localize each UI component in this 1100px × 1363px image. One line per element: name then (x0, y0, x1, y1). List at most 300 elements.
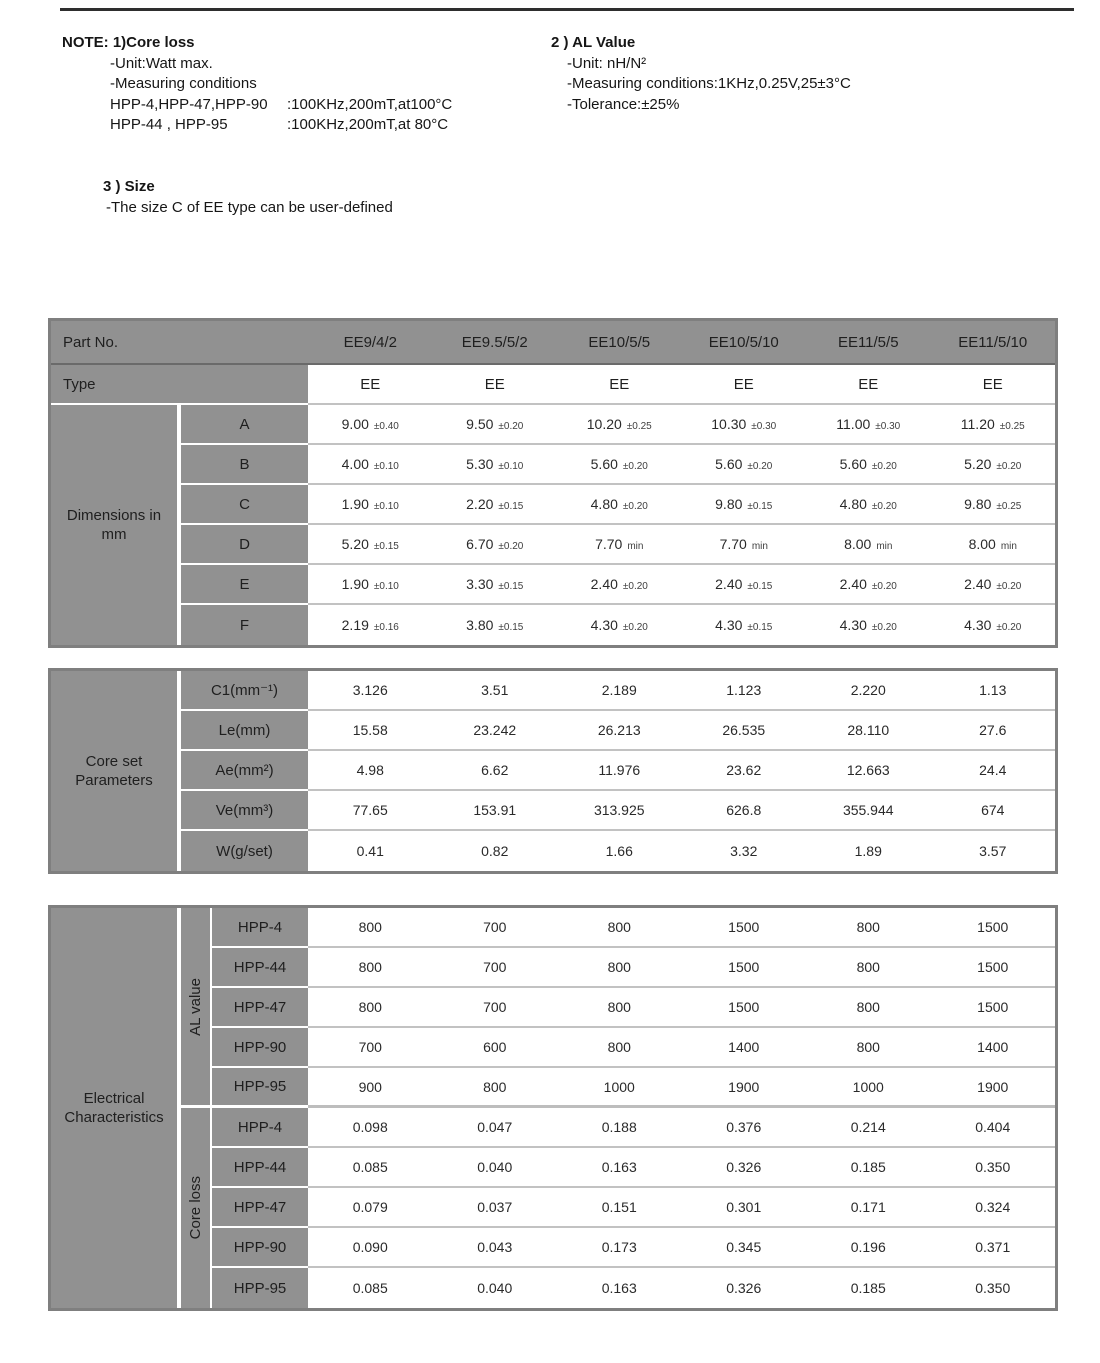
parameter-value: 27.6 (979, 722, 1007, 738)
parameter-value-cell (931, 791, 1056, 831)
dimension-value-cell (433, 605, 558, 645)
al-value: 800 (856, 1039, 880, 1055)
dimension-value-cell (931, 405, 1056, 445)
dimension-value-cell (931, 565, 1056, 605)
core-loss-value-cell (931, 1228, 1056, 1268)
dimension-value: 4.00 (341, 456, 369, 472)
dimension-values (308, 605, 1055, 645)
core-loss-value: 0.040 (477, 1280, 513, 1296)
parameter-value: 3.126 (352, 682, 388, 698)
dimension-value-cell (682, 565, 807, 605)
dimension-tolerance: min (751, 540, 768, 552)
al-value-cell (931, 1068, 1056, 1108)
core-loss-value-cell (308, 1188, 433, 1228)
core-loss-value: 0.151 (601, 1199, 637, 1215)
dimension-tolerance: ±0.30 (751, 420, 777, 432)
dimension-value-cell (308, 565, 433, 605)
parameter-value: 26.535 (722, 722, 766, 738)
dimension-tolerance: ±0.15 (747, 580, 773, 592)
type-label: Type (51, 365, 308, 405)
parameter-value-cell (682, 711, 807, 751)
dimension-value: 5.20 (964, 456, 992, 472)
dimension-tolerance: ±0.40 (373, 420, 399, 432)
dimension-value-cell (557, 605, 682, 645)
dimension-values (308, 445, 1055, 485)
dimension-values (308, 405, 1055, 445)
table-row (181, 671, 1055, 711)
al-value-cell (308, 988, 433, 1028)
al-value: 1500 (728, 999, 760, 1015)
electrical-characteristics-table (48, 905, 1058, 1311)
part-no-column-header: EE10/5/10 (708, 333, 779, 351)
al-value-cell (682, 988, 807, 1028)
al-value-cell (682, 908, 807, 948)
core-loss-value: 0.371 (975, 1239, 1011, 1255)
parameter-value: 0.41 (356, 843, 384, 859)
parameter-value-cell (557, 791, 682, 831)
parameter-values (308, 791, 1055, 831)
dimension-tolerance: min (627, 540, 644, 552)
core-loss-value: 0.163 (601, 1280, 637, 1296)
core-loss-value-cell (557, 1268, 682, 1308)
parameter-value-cell (806, 791, 931, 831)
dimension-value: 2.19 (341, 617, 369, 633)
al-value-cell (433, 1028, 558, 1068)
parameter-value: 355.944 (842, 802, 894, 818)
parameter-value: 313.925 (593, 802, 645, 818)
parameter-value: 11.976 (598, 762, 641, 778)
parameter-value-cell (433, 831, 558, 871)
parameter-value-cell (806, 711, 931, 751)
dimension-tolerance: ±0.20 (996, 460, 1022, 472)
al-value: 800 (607, 1039, 631, 1055)
note-line: -Measuring conditions:1KHz,0.25V,25±3°C (567, 75, 851, 92)
parameter-value-cell (931, 751, 1056, 791)
dimension-tolerance: ±0.10 (498, 460, 524, 472)
al-value: 1500 (977, 959, 1009, 975)
table-row (212, 1268, 1055, 1308)
core-loss-value-cell (931, 1188, 1056, 1228)
parameter-value: 23.242 (473, 722, 517, 738)
core-loss-value-cell (308, 1228, 433, 1268)
dimension-tolerance: ±0.20 (622, 460, 648, 472)
part-no-column-header: EE9.5/5/2 (461, 333, 528, 351)
note-size-title: 3 ) Size (103, 178, 155, 195)
parameter-value-cell (931, 671, 1056, 711)
core-loss-value-cell (557, 1108, 682, 1148)
al-value: 800 (358, 919, 382, 935)
core-loss-value: 0.090 (352, 1239, 388, 1255)
parameter-label-cell: Ve(mm³) (181, 791, 308, 831)
core-loss-value-cell (682, 1108, 807, 1148)
core-loss-value: 0.185 (850, 1280, 886, 1296)
dimension-value-cell (806, 565, 931, 605)
core-loss-value: 0.040 (477, 1159, 513, 1175)
dimension-value-cell (433, 565, 558, 605)
dimension-value: 4.30 (839, 617, 867, 633)
dimension-value-cell (308, 525, 433, 565)
parameter-value: 12.663 (846, 762, 890, 778)
type-values (308, 365, 1055, 405)
core-loss-value-cell (308, 1148, 433, 1188)
parameter-value-cell (557, 671, 682, 711)
table-row (212, 1068, 1055, 1108)
dimension-value-cell (931, 525, 1056, 565)
al-value: 700 (358, 1039, 382, 1055)
dimension-tolerance: ±0.20 (622, 621, 648, 633)
note-core-loss (62, 33, 452, 136)
dimension-value-cell (806, 485, 931, 525)
parameter-value: 674 (981, 802, 1005, 818)
al-value: 800 (358, 959, 382, 975)
al-value: 1500 (728, 959, 760, 975)
dimension-value: 9.80 (964, 496, 992, 512)
table-row (181, 751, 1055, 791)
type-value-cell: EE (433, 365, 558, 405)
dimension-tolerance: ±0.15 (747, 500, 773, 512)
parameter-value-cell (308, 751, 433, 791)
dimension-tolerance: ±0.15 (373, 540, 399, 552)
parameter-value: 1.66 (605, 843, 633, 859)
al-value: 1400 (977, 1039, 1009, 1055)
note-cond-list (110, 95, 452, 136)
al-value-cell (806, 1068, 931, 1108)
parameter-value: 23.62 (726, 762, 762, 778)
dimension-value: 2.40 (964, 576, 992, 592)
dimension-values (308, 525, 1055, 565)
al-value-section (181, 908, 1055, 1108)
top-rule (60, 8, 1074, 11)
core-loss-value-cell (806, 1148, 931, 1188)
parameter-value: 153.91 (473, 802, 517, 818)
table-row (212, 988, 1055, 1028)
al-value: 700 (483, 959, 507, 975)
material-values (308, 1268, 1055, 1308)
parameter-value-cell (308, 791, 433, 831)
core-set-rows (51, 671, 1055, 871)
note-line: -Unit:Watt max. (110, 54, 213, 72)
dimension-value: 10.30 (711, 416, 747, 432)
material-label-cell: HPP-95 (212, 1068, 308, 1108)
type-value-cell: EE (682, 365, 807, 405)
core-loss-value: 0.214 (850, 1119, 886, 1135)
parameter-values (308, 831, 1055, 871)
dimension-tolerance: ±0.15 (498, 621, 524, 633)
parameter-value: 1.123 (726, 682, 762, 698)
dimension-tolerance: min (876, 540, 893, 552)
core-loss-value: 0.350 (975, 1159, 1011, 1175)
dimension-value-cell (557, 405, 682, 445)
material-values (308, 1148, 1055, 1188)
dimension-tolerance: ±0.25 (626, 420, 652, 432)
parameter-value-cell (433, 751, 558, 791)
table-row (212, 1108, 1055, 1148)
dimension-tolerance: ±0.20 (622, 500, 648, 512)
dimension-value-cell (557, 525, 682, 565)
material-label-cell: HPP-4 (212, 1108, 308, 1148)
dimensions-table (48, 318, 1058, 648)
table-row (181, 791, 1055, 831)
dimension-value-cell (682, 445, 807, 485)
part-no-columns (308, 321, 1055, 363)
core-loss-value: 0.188 (601, 1119, 637, 1135)
parameter-value: 4.98 (356, 762, 384, 778)
al-value: 600 (483, 1039, 507, 1055)
al-value-cell (433, 988, 558, 1028)
material-label-cell: HPP-44 (212, 948, 308, 988)
dimension-value: 8.00 (968, 536, 996, 552)
core-loss-value-cell (433, 1228, 558, 1268)
note-cond-row (110, 115, 452, 136)
al-value-cell (433, 908, 558, 948)
note-line: -Tolerance:±25% (567, 95, 680, 113)
dimension-value-cell (308, 485, 433, 525)
parameter-value-cell (931, 711, 1056, 751)
al-value-cell (557, 948, 682, 988)
dimension-tolerance: ±0.20 (498, 540, 524, 552)
parameter-values (308, 751, 1055, 791)
parameter-value-cell (308, 711, 433, 751)
dimension-tolerance: ±0.20 (871, 500, 897, 512)
note-cond-row (110, 95, 452, 116)
parameter-value-cell (557, 711, 682, 751)
parameter-value: 26.213 (597, 722, 641, 738)
al-value-cell (806, 908, 931, 948)
al-value-cell (557, 988, 682, 1028)
dimension-tolerance: ±0.25 (996, 500, 1022, 512)
core-loss-value: 0.350 (975, 1280, 1011, 1296)
core-loss-value: 0.326 (726, 1159, 762, 1175)
core-loss-value-cell (308, 1108, 433, 1148)
parameter-value: 626.8 (726, 802, 762, 818)
material-values (308, 948, 1055, 988)
dimension-value-cell (682, 525, 807, 565)
type-row (51, 365, 1055, 405)
table-row (212, 1148, 1055, 1188)
al-value-cell (308, 948, 433, 988)
al-value-cell (557, 1028, 682, 1068)
core-loss-value: 0.376 (726, 1119, 762, 1135)
core-loss-value: 0.037 (477, 1199, 513, 1215)
dimension-tolerance: ±0.20 (871, 460, 897, 472)
al-value: 800 (856, 919, 880, 935)
core-loss-value: 0.047 (477, 1119, 513, 1135)
material-label-cell: HPP-90 (212, 1028, 308, 1068)
material-values (308, 1228, 1055, 1268)
al-value-cell (557, 1068, 682, 1108)
core-loss-value-cell (682, 1148, 807, 1188)
al-value: 700 (483, 919, 507, 935)
core-loss-value-cell (557, 1228, 682, 1268)
electrical-group-label: Electrical Characteristics (51, 908, 179, 1308)
dimension-tolerance: min (1000, 540, 1017, 552)
table-row (181, 445, 1055, 485)
note-cond-materials: HPP-4,HPP-47,HPP-90 (110, 95, 268, 113)
dimension-value: 5.30 (466, 456, 494, 472)
note-line: -Measuring conditions (110, 75, 257, 92)
al-value-cell (806, 948, 931, 988)
core-loss-section-label-cell (181, 1108, 212, 1308)
al-value: 900 (358, 1078, 382, 1095)
dimension-value: 11.20 (960, 416, 995, 432)
table-row (181, 565, 1055, 605)
dimension-value: 2.40 (839, 576, 867, 592)
dimension-value: 4.80 (839, 496, 867, 512)
dimension-value: 5.20 (341, 536, 369, 552)
dimension-value: 10.20 (586, 416, 622, 432)
al-value-section-label: AL value (187, 977, 204, 1036)
core-loss-value: 0.098 (352, 1119, 388, 1135)
dimension-tolerance: ±0.30 (875, 420, 901, 432)
core-loss-value-cell (433, 1148, 558, 1188)
core-loss-value-cell (682, 1188, 807, 1228)
core-loss-value-cell (433, 1268, 558, 1308)
core-loss-value-cell (806, 1188, 931, 1228)
dimension-value-cell (806, 525, 931, 565)
parameter-value: 3.32 (730, 843, 758, 859)
dimension-values (308, 485, 1055, 525)
dimension-value-cell (433, 525, 558, 565)
material-values (308, 1188, 1055, 1228)
parameter-value-cell (308, 671, 433, 711)
al-value: 800 (483, 1078, 507, 1095)
note-cond-value: :100KHz,200mT,at 80°C (287, 116, 449, 133)
dimension-value-cell (682, 485, 807, 525)
core-loss-value-cell (433, 1188, 558, 1228)
parameter-label-cell: Ae(mm²) (181, 751, 308, 791)
core-loss-value: 0.324 (975, 1199, 1011, 1215)
dimension-tolerance: ±0.10 (373, 460, 399, 472)
al-value-cell (433, 948, 558, 988)
dimension-rows (51, 405, 1055, 645)
al-value-cell (308, 908, 433, 948)
table-row (212, 948, 1055, 988)
dimension-letter-cell: B (181, 445, 308, 485)
table-row (181, 405, 1055, 445)
dimension-tolerance: ±0.15 (747, 621, 773, 633)
type-value-cell: EE (931, 365, 1056, 405)
core-loss-value: 0.085 (352, 1159, 388, 1175)
table-row (212, 1028, 1055, 1068)
dimension-value: 3.30 (466, 576, 494, 592)
dimension-value: 4.30 (590, 617, 618, 633)
al-value: 1900 (977, 1078, 1009, 1095)
parameter-value-cell (806, 671, 931, 711)
dimension-tolerance: ±0.20 (498, 420, 524, 432)
dimension-letter-cell: E (181, 565, 308, 605)
dimension-value: 5.60 (590, 456, 618, 472)
al-value-cell (682, 948, 807, 988)
part-no-label: Part No. (63, 333, 119, 351)
core-loss-value-cell (557, 1188, 682, 1228)
part-no-column-header: EE9/4/2 (343, 333, 397, 351)
core-loss-value: 0.326 (726, 1280, 762, 1296)
parameter-value-cell (931, 831, 1056, 871)
table-row (212, 1188, 1055, 1228)
dimension-value-cell (557, 565, 682, 605)
al-value-rows (181, 908, 1055, 1108)
parameter-value-cell (682, 831, 807, 871)
part-no-column-header: EE10/5/5 (588, 333, 651, 351)
dimension-tolerance: ±0.15 (498, 580, 524, 592)
parameter-label-cell: W(g/set) (181, 831, 308, 871)
al-value: 1500 (977, 999, 1009, 1015)
al-value: 1400 (728, 1039, 760, 1055)
core-loss-value-cell (931, 1148, 1056, 1188)
note-al-value-title: 2 ) AL Value (551, 34, 636, 51)
core-loss-value-cell (931, 1108, 1056, 1148)
al-value: 1900 (728, 1078, 760, 1095)
dimension-tolerance: ±0.20 (996, 580, 1022, 592)
material-values (308, 1028, 1055, 1068)
parameter-value: 3.57 (979, 843, 1007, 859)
core-loss-value: 0.196 (850, 1239, 886, 1255)
al-value: 1000 (852, 1078, 884, 1095)
core-loss-section-label: Core loss (187, 1176, 204, 1240)
al-value: 700 (483, 999, 507, 1015)
dimension-values (308, 565, 1055, 605)
dimension-tolerance: ±0.20 (996, 621, 1022, 633)
parameter-value-cell (557, 751, 682, 791)
parameter-value: 0.82 (481, 843, 509, 859)
al-value-cell (308, 1068, 433, 1108)
dimension-value: 1.90 (341, 576, 369, 592)
core-set-parameters-table (48, 668, 1058, 874)
core-loss-value-cell (806, 1108, 931, 1148)
dimension-value: 9.00 (341, 416, 369, 432)
material-label-cell: HPP-4 (212, 908, 308, 948)
al-value-cell (931, 988, 1056, 1028)
al-value-cell (433, 1068, 558, 1108)
table-row (212, 908, 1055, 948)
al-value: 800 (607, 999, 631, 1015)
al-value-cell (682, 1028, 807, 1068)
parameter-value: 1.13 (979, 682, 1007, 698)
core-loss-value-cell (682, 1268, 807, 1308)
material-values (308, 1108, 1055, 1148)
dimension-value-cell (806, 445, 931, 485)
dimension-tolerance: ±0.16 (373, 621, 399, 633)
material-label-cell: HPP-47 (212, 988, 308, 1028)
dimension-value: 8.00 (844, 536, 872, 552)
material-values (308, 988, 1055, 1028)
parameter-label-cell: Le(mm) (181, 711, 308, 751)
type-value-cell: EE (308, 365, 433, 405)
type-value-cell: EE (557, 365, 682, 405)
core-loss-value-cell (433, 1108, 558, 1148)
core-set-group-label: Core set Parameters (51, 671, 179, 871)
dimension-value: 9.50 (466, 416, 494, 432)
dimension-value: 2.20 (466, 496, 494, 512)
part-no-column-header: EE11/5/5 (837, 333, 899, 351)
parameter-value: 2.220 (850, 682, 886, 698)
parameter-value-cell (682, 671, 807, 711)
core-loss-value-cell (308, 1268, 433, 1308)
dimension-tolerance: ±0.15 (498, 500, 524, 512)
core-loss-value: 0.185 (850, 1159, 886, 1175)
dimension-value: 7.70 (595, 536, 623, 552)
dimension-value: 4.30 (715, 617, 743, 633)
dimension-value: 5.60 (715, 456, 743, 472)
part-no-header-row (51, 321, 1055, 365)
parameter-label-cell: C1(mm⁻¹) (181, 671, 308, 711)
core-loss-value: 0.163 (601, 1159, 637, 1175)
core-loss-value-cell (806, 1268, 931, 1308)
al-value-cell (931, 1028, 1056, 1068)
core-loss-value-cell (682, 1228, 807, 1268)
parameter-values (308, 711, 1055, 751)
al-value: 1500 (977, 919, 1009, 935)
